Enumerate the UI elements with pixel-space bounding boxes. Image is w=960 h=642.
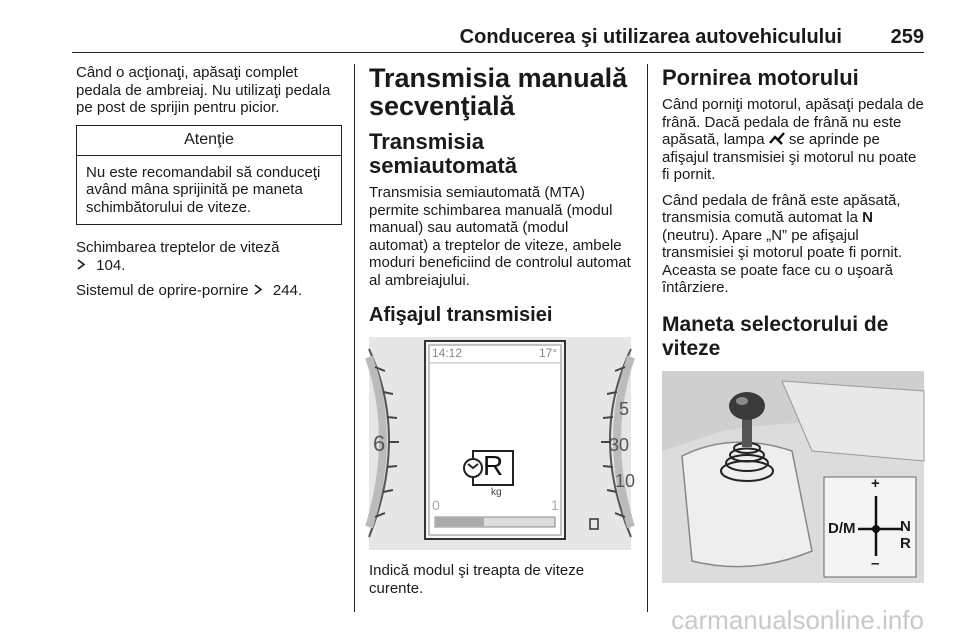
intro-paragraph: Când o acţionaţi, apăsaţi complet pedala de ambreiaj. Nu utilizaţi pedala pe post de sprijin pentru picior. (76, 64, 331, 116)
chapter-title: Conducerea şi utilizarea autovehiculului (459, 26, 842, 48)
display-clock: 14:12 (432, 346, 463, 360)
figure-caption: Indică modul şi treapta de viteze curente. (369, 562, 585, 597)
body-paragraph: Transmisia semiautomată (MTA) permite schimbarea manuală (modul manual) sau automată (modul automat) a treptelor de viteze, ambele moduri beneficiind de controlul automat al ambreiajului. (369, 184, 631, 289)
page-ref-arrow-icon (76, 258, 92, 271)
gauge-label-left: 6 (373, 431, 386, 456)
column-right (662, 64, 926, 583)
fuel-bar (435, 517, 555, 527)
cross-reference-text: Sistemul de oprire-pornire (76, 282, 249, 299)
column-divider (354, 64, 355, 612)
shift-dm-label: D/M (828, 519, 856, 537)
brake-foot-icon (769, 132, 785, 145)
gauge-label-right: 5 (619, 399, 630, 419)
gear-selector-figure (662, 371, 924, 583)
neutral-gear-label: N (862, 209, 873, 226)
shift-minus-label: – (871, 554, 880, 572)
fuel-max-label: 1 (551, 497, 559, 513)
section-heading: Pornirea motorului (662, 65, 859, 90)
page-ref-arrow-icon (253, 283, 269, 296)
subsection-heading: Transmisia semiautomată (369, 129, 517, 178)
warning-title: Atenţie (77, 126, 341, 156)
section-heading: Transmisia manuală secvenţială (369, 63, 628, 121)
cross-reference-page[interactable]: 244. (272, 282, 303, 299)
gear-indicator: R (483, 450, 504, 481)
instrument-cluster-illustration (369, 337, 631, 550)
gauge-label-right: 30 (609, 435, 630, 455)
cross-reference-text: Schimbarea treptelor de viteză (76, 239, 280, 256)
transmission-display-figure (369, 337, 636, 550)
warning-box (76, 125, 342, 226)
cross-reference-page[interactable]: 104. (96, 256, 126, 274)
warning-text: Nu este recomandabil să conduceţi având mâna sprijinită pe maneta schimbătorului de viteze. (86, 163, 321, 216)
cross-reference (76, 282, 342, 300)
section-title: Maneta selectorului de viteze (662, 312, 889, 360)
page-number: 259 (890, 26, 924, 48)
column-left (76, 64, 342, 308)
shift-neutral-label: N (900, 517, 911, 535)
column-divider (647, 64, 648, 612)
display-temperature: 17° (539, 346, 558, 360)
watermark: carmanualsonline.info (671, 605, 924, 635)
gear-lever-illustration (662, 371, 924, 583)
gauge-label-right: 10 (615, 471, 636, 491)
page-header (72, 22, 924, 53)
fuel-min-label: 0 (432, 497, 440, 513)
shift-plus-label: + (871, 474, 880, 492)
display-unit: kg (491, 487, 502, 498)
cross-reference (76, 239, 342, 274)
section-title: Afişajul transmisiei (369, 304, 553, 326)
body-paragraph: Când pedala de frână este apăsată, transmisia comută automat la N (neutru). Apare „N” pe afişajul transmisiei şi motorul poate fi pornit. Aceasta se poate face cu o uşoară întârziere. (662, 191, 903, 296)
column-middle (369, 63, 636, 605)
shift-reverse-label: R (900, 534, 911, 552)
body-paragraph: Când porniţi motorul, apăsaţi pedala de frână. Dacă pedala de frână nu este apăsată, lampa se aprinde pe afişajul transmisiei şi motorul nu poate fi pornit. (662, 96, 924, 183)
